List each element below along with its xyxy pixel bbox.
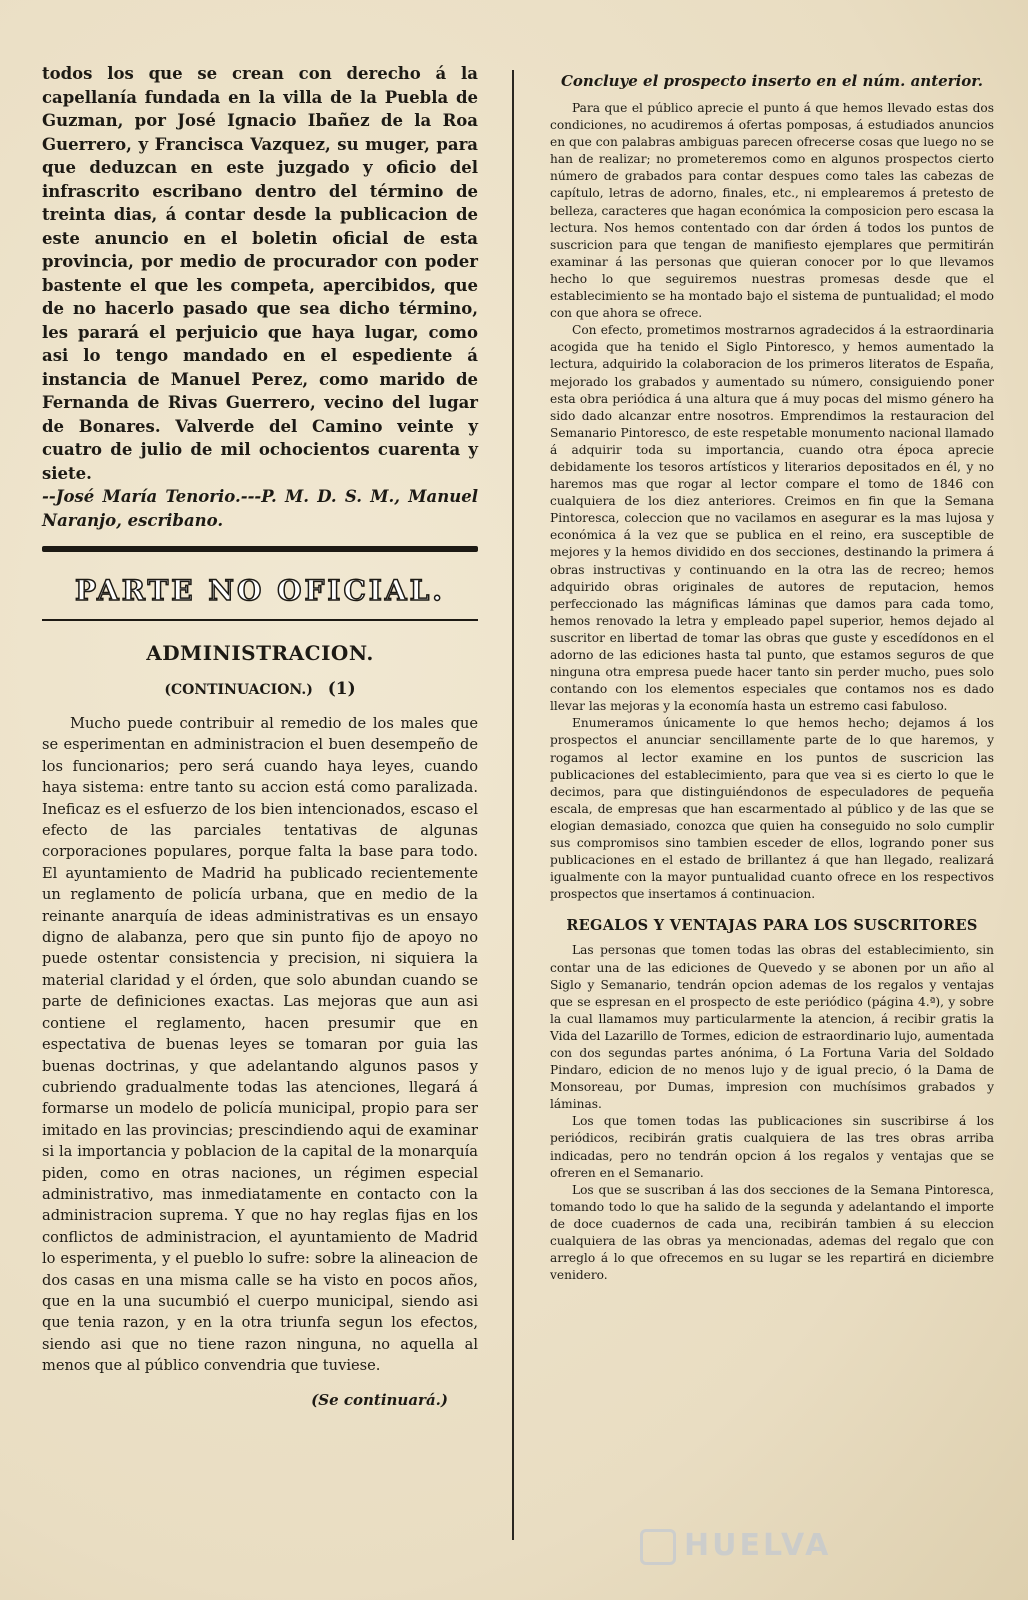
notice-signature: --José María Tenorio.---P. M. D. S. M., Manuel Naranjo, escribano. xyxy=(42,487,478,530)
regalos-paragraph: Los que se suscriban á las dos secciones de la Semana Pintoresca, tomando todo lo que ha salido de la segunda y adelantando el importe de doce cuadernos de cada una, recibirán tambien á su eleccion cualquiera de las obras ya mencionadas, ademas del regalo que con arreglo á lo que ofrecemos en su lugar se les repartirá en diciembre venidero. xyxy=(550,1182,994,1283)
heavy-divider xyxy=(42,546,478,552)
left-column xyxy=(42,62,478,1409)
section-title: ADMINISTRACION. xyxy=(146,641,374,665)
section-subtitle xyxy=(42,679,478,699)
prospectus-paragraph: Para que el público aprecie el punto á que hemos llevado estas dos condiciones, no acudiremos á ofertas pomposas, á estudiados anuncios en que con palabras ambiguas parecen ofrecerse cosas que luego no se han de realizar; no prometeremos como en algunos prospectos cierto número de grabados para contar despues como tales las cabezas de capítulo, letras de adorno, finales, etc., ni emplearemos á pretesto de belleza, caracteres que hagan económica la composicion pero escasa la lectura. Nos hemos contentado con dar órden á todos los puntos de suscricion para que tengan de manifiesto ejemplares que permitirán examinar á las personas que quieran conocer por lo que llevamos hecho lo que seguiremos nuestras promesas desde que el establecimiento se ha montado bajo el sistema de puntualidad; el modo con que ahora se ofrece. xyxy=(550,101,994,321)
footnote-mark: (1) xyxy=(327,679,356,699)
archive-logo-icon xyxy=(640,1529,676,1565)
thin-divider xyxy=(42,619,478,621)
prospectus-paragraph: Con efecto, prometimos mostrarnos agradecidos á la estraordinaria acogida que ha tenido el Siglo Pintoresco, y hemos aumentado la lectura, adquirido la colaboracion de los primeros literatos de España, mejorado los grabados y aumentado su número, consiguiendo poner esta obra periódica á una altura que á muy pocas del mismo género ha sido dado alcanzar entre nosotros. Emprendimos la restauracion del Semanario Pintoresco, de este respetable monumento nacional llamado á adquirir toda su importancia, cuando otra época aprecie debidamente los tesoros artísticos y literarios depositados en él, y no haremos mas que rogar al lector compare el tomo de 1846 con cualquiera de los diez anteriores. Creimos en fin que la Semana Pintoresca, coleccion que no vacilamos en asegurar es la mas lujosa y económica á la vez que se publica en el reino, era susceptible de mejores y la hemos dividido en dos secciones, destinando la primera á obras instructivas y continuando en la otra las de recreo; hemos adquirido obras originales de autores de reputacion, hemos perfeccionado las mágnificas láminas que damos para cada tomo, hemos renovado la letra y empleado papel superior, hemos dejado al suscritor en libertad de tomar las obras que guste y escedídonos en el adorno de las ediciones hasta tal punto, que estamos seguros de que ninguna otra empresa puede hacer tanto sin perder mucho, pues solo contando con los elementos especiales que contamos nos es dado llevar las mejoras y la economía hasta un estremo casi fabuloso. xyxy=(550,323,994,714)
notice-text: todos los que se crean con derecho á la capellanía fundada en la villa de la Puebla de Guzman, por José Ignacio Ibañez de la Roa Guerrero, y Francisca Vazquez, su muger, para que deduzcan en este juzgado y oficio del infrascrito escribano dentro del término de treinta dias, á contar desde la publicacion de este anuncio en el boletin oficial de esta provincia, por medio de procurador con poder bastente el que les competa, apercibidos, que de no hacerlo pasado que sea dicho término, les parará el perjuicio que haya lugar, como asi lo tengo mandado en el espediente á instancia de Manuel Perez, como marido de Fernanda de Rivas Guerrero, vecino del lugar de Bonares. Valverde del Camino veinte y cuatro de julio de mil ochocientos cuarenta y siete. xyxy=(42,64,478,483)
regalos-title: REGALOS Y VENTAJAS PARA LOS SUSCRITORES xyxy=(566,917,978,935)
article-body: Mucho puede contribuir al remedio de los males que se esperimentan en administracion el buen desempeño de los funcionarios; pero será cuando haya leyes, cuando haya sistema: entre tanto su accion está como paralizada. Ineficaz es el esfuerzo de los bien intencionados, escaso el efecto de las parciales tentativas de algunas corporaciones populares, porque falta la base para todo. El ayuntamiento de Madrid ha publicado recientemente un reglamento de policía urbana, que en medio de la reinante anarquía de ideas administrativas es un ensayo digno de alabanza, pero que sin punto fijo de apoyo no puede ostentar consistencia y precision, ni siquiera la material claridad y el órden, que solo abundan cuando se parte de definiciones exactas. Las mejoras que aun asi contiene el reglamento, hacen presumir que en espectativa de buenas leyes se tomaran por guia las buenas doctrinas, y que adelantando algunos pasos y cubriendo gradualmente todas las atenciones, llegará á formarse un modelo de policía municipal, propio para ser imitado en las provincias; prescindiendo aqui de examinar si la importancia y poblacion de la capital de la monarquía piden, como en otras naciones, un régimen especial administrativo, mas inmediatamente en contacto con la administracion suprema. Y que no hay reglas fijas en los conflictos de administracion, el ayuntamiento de Madrid lo esperimenta, y el pueblo lo sufre: sobre la alineacion de dos casas en una misma calle se ha visto en pocos años, que en la una sucumbió el cuerpo municipal, siendo asi que tenia razon, y en la otra triunfa segun los efectos, siendo asi que no tiene razon ninguna, no aquella al menos que al público convendria que tuviese. xyxy=(42,715,478,1375)
prospectus-paragraph: Enumeramos únicamente lo que hemos hecho; dejamos á los prospectos el anunciar sencillamente parte de lo que haremos, y rogamos al lector examine en los puntos de suscricion las publicaciones del establecimiento, para que vea si es cierto lo que le decimos, para que distinguiéndonos de especuladores de pequeña escala, de empresas que han escarmentado al público y de las que se elogian demasiado, conozca que quien ha conseguido no solo cumplir sus compromisos sino tambien esceder de ellos, logrando poner sus publicaciones en el estado de brillantez á que han llegado, realizará igualmente con la mayor puntualidad cuanto ofrece en los respectivos prospectos que insertamos á continuacion. xyxy=(550,716,994,902)
section-banner: PARTE NO OFICIAL. xyxy=(74,574,446,607)
subtitle-text: (CONTINUACION.) xyxy=(164,682,313,698)
prospectus-header: Concluye el prospecto inserto en el núm. anterior. xyxy=(560,72,984,90)
regalos-paragraph: Los que tomen todas las publicaciones sin suscribirse á los periódicos, recibirán gratis cualquiera de las tres obras arriba indicadas, pero no tendrán opcion á los regalos y ventajas que se ofreren en el Semanario. xyxy=(550,1114,994,1180)
regalos-paragraph: Las personas que tomen todas las obras del establecimiento, sin contar una de las ediciones de Quevedo y se abonen por un año al Siglo y Semanario, tendrán opcion ademas de los regalos y ventajas que se espresan en el prospecto de este periódico (página 4.ª), y sobre la cual llamamos muy particularmente la atencion, á recibir gratis la Vida del Lazarillo de Tormes, edicion de estraordinario lujo, aumentada con dos segundas partes anónima, ó La Fortuna Varia del Soldado Pindaro, edicion de no menos lujo y de igual precio, ó la Dama de Monsoreau, por Dumas, impresion con muchísimos grabados y láminas. xyxy=(550,943,994,1112)
legal-notice xyxy=(42,62,478,532)
column-divider xyxy=(512,70,514,1540)
continues-note: (Se continuará.) xyxy=(311,1391,448,1410)
right-column xyxy=(550,72,994,1284)
watermark-text: HUELVA xyxy=(684,1528,832,1563)
library-watermark xyxy=(640,1528,940,1568)
